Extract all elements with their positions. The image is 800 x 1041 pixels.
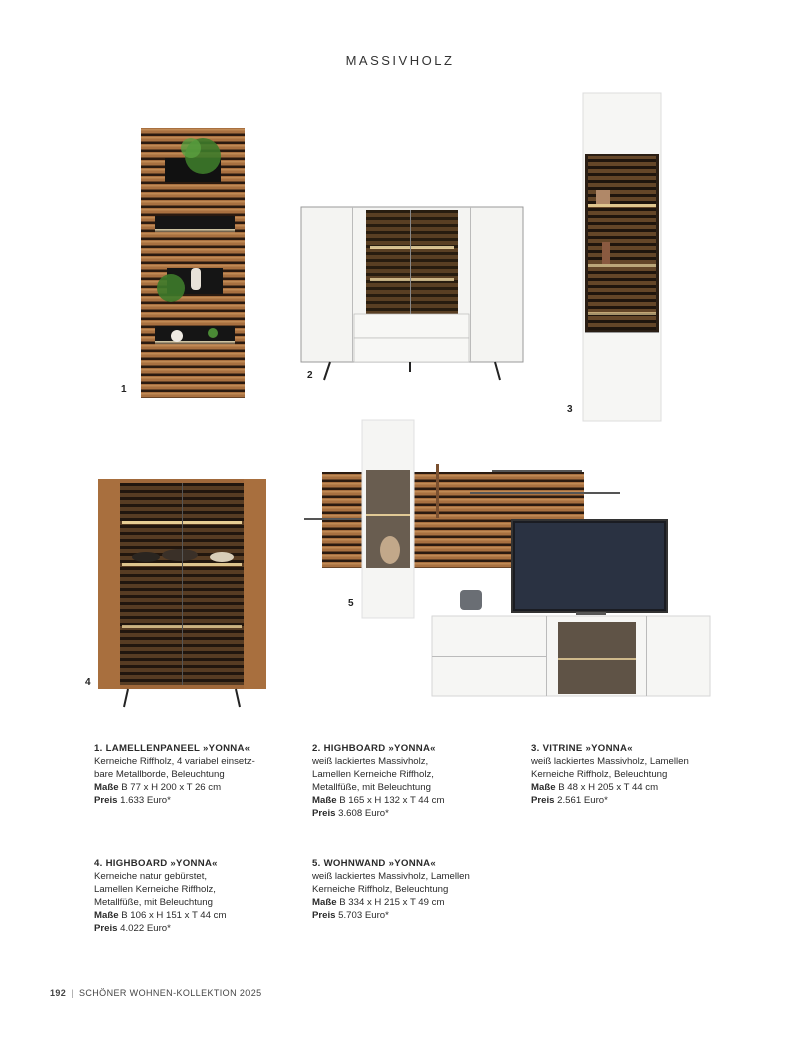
product-title: 4. HIGHBOARD »YONNA« <box>94 858 218 869</box>
highboard-4-image <box>98 479 266 709</box>
publication-name: SCHÖNER WOHNEN-KOLLEKTION 2025 <box>78 988 262 998</box>
product-line: Lamellen Kerneiche Riffholz, <box>94 884 216 895</box>
product-price: 5.703 Euro* <box>338 910 389 921</box>
product-dims: B 165 x H 132 x T 44 cm <box>339 795 445 806</box>
image-number-3: 3 <box>567 404 573 415</box>
product-3-description <box>531 742 731 807</box>
product-dims: B 334 x H 215 x T 49 cm <box>339 897 445 908</box>
price-label: Preis <box>312 910 336 921</box>
product-line: weiß lackiertes Massivholz, <box>312 756 429 767</box>
product-line: Kerneiche natur gebürstet, <box>94 871 208 882</box>
highboard-2-image <box>300 206 525 382</box>
image-number-4: 4 <box>85 677 91 688</box>
product-4-description <box>94 857 284 935</box>
image-number-2: 2 <box>307 370 313 381</box>
product-title: 1. LAMELLENPANEEL »YONNA« <box>94 743 251 754</box>
product-5-description <box>312 857 512 922</box>
product-line: Metallfüße, mit Beleuchtung <box>312 782 431 793</box>
dim-label: Maße <box>312 795 337 806</box>
product-2-description <box>312 742 512 820</box>
product-dims: B 106 x H 151 x T 44 cm <box>121 910 227 921</box>
vitrine-image <box>582 92 662 422</box>
footer-separator: | <box>71 988 74 998</box>
product-line: weiß lackiertes Massivholz, Lamellen <box>531 756 689 767</box>
dim-label: Maße <box>531 782 556 793</box>
image-number-1: 1 <box>121 384 127 395</box>
lamellenpaneel-image <box>141 128 245 398</box>
price-label: Preis <box>531 795 555 806</box>
product-price: 2.561 Euro* <box>557 795 608 806</box>
product-price: 4.022 Euro* <box>120 923 171 934</box>
product-title: 3. VITRINE »YONNA« <box>531 743 633 754</box>
page-footer <box>50 988 262 998</box>
product-line: bare Metallborde, Beleuchtung <box>94 769 225 780</box>
wohnwand-image <box>302 418 714 702</box>
product-price: 1.633 Euro* <box>120 795 171 806</box>
page-number: 192 <box>50 988 67 998</box>
product-line: Kerneiche Riffholz, Beleuchtung <box>531 769 668 780</box>
product-line: Kerneiche Riffholz, 4 variabel einsetz- <box>94 756 255 767</box>
product-line: Lamellen Kerneiche Riffholz, <box>312 769 434 780</box>
image-number-5: 5 <box>348 598 354 609</box>
product-line: Metallfüße, mit Beleuchtung <box>94 897 213 908</box>
product-1-description <box>94 742 284 807</box>
product-dims: B 48 x H 205 x T 44 cm <box>558 782 659 793</box>
price-label: Preis <box>94 795 118 806</box>
product-line: weiß lackiertes Massivholz, Lamellen <box>312 871 470 882</box>
product-title: 2. HIGHBOARD »YONNA« <box>312 743 436 754</box>
dim-label: Maße <box>94 782 119 793</box>
product-price: 3.608 Euro* <box>338 808 389 819</box>
dim-label: Maße <box>312 897 337 908</box>
section-title: MASSIVHOLZ <box>345 53 455 68</box>
product-title: 5. WOHNWAND »YONNA« <box>312 858 437 869</box>
price-label: Preis <box>312 808 336 819</box>
product-line: Kerneiche Riffholz, Beleuchtung <box>312 884 449 895</box>
product-dims: B 77 x H 200 x T 26 cm <box>121 782 222 793</box>
dim-label: Maße <box>94 910 119 921</box>
price-label: Preis <box>94 923 118 934</box>
